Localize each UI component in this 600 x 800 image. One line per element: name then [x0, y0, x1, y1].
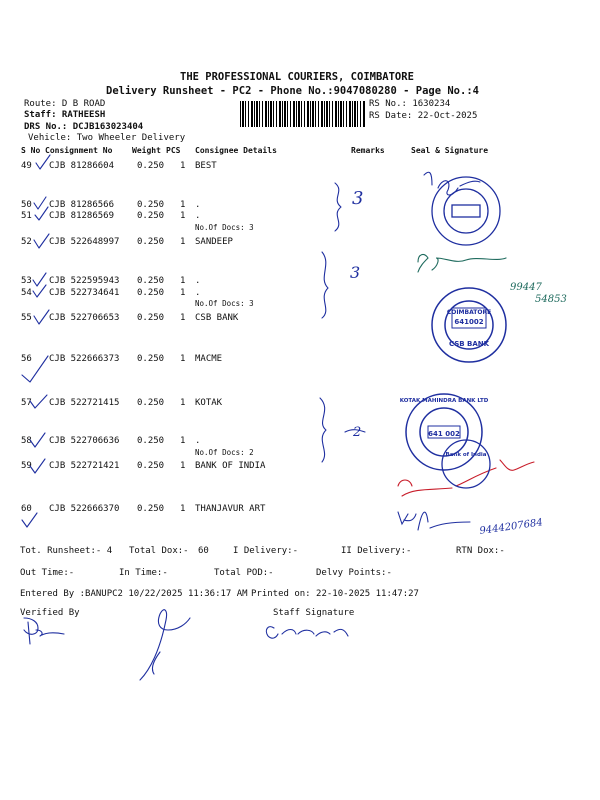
row-cno: CJB 522734641	[49, 288, 120, 298]
col-pcs: PCS	[166, 146, 181, 155]
kotak-stamp	[406, 394, 482, 470]
tick-mark	[22, 513, 37, 527]
row-consignee: SANDEEP	[195, 237, 233, 247]
row-cno: CJB 522706636	[49, 436, 120, 446]
company-title: THE PROFESSIONAL COURIERS, COIMBATORE	[180, 71, 414, 83]
total-pod: Total POD:-	[214, 568, 274, 578]
tick-mark	[30, 433, 45, 447]
staff: Staff: RATHEESH	[24, 110, 106, 120]
entered-by: Entered By :BANUPC2 10/22/2025 11:36:17 AM	[20, 589, 248, 599]
remark-3b: 3	[350, 263, 361, 282]
route: Route: D B ROAD	[24, 99, 106, 109]
row-consignee: .	[195, 436, 201, 446]
brace-mark	[335, 183, 341, 231]
row-pcs: 1	[180, 161, 186, 171]
row-consignee: KOTAK	[195, 398, 223, 408]
csb-pin: 641002	[454, 318, 484, 326]
col-consignee: Consignee Details	[195, 146, 277, 155]
row-pcs: 1	[180, 504, 186, 514]
row-weight: 0.250	[137, 211, 165, 221]
row-cno: CJB 81286604	[49, 161, 115, 171]
handwritten-number-3: 9444207684	[478, 517, 544, 537]
total-dox-label: Total Dox:-	[129, 546, 189, 556]
row-cno: CJB 522648997	[49, 237, 120, 247]
row-cno: CJB 522666370	[49, 504, 120, 514]
row-pcs: 1	[180, 461, 186, 471]
signature-stroke	[418, 255, 506, 272]
row-consignee: THANJAVUR ART	[195, 504, 266, 514]
row-cno: CJB 522721421	[49, 461, 120, 471]
verified-by: Verified By	[20, 608, 80, 618]
signature-stroke	[24, 618, 64, 644]
row-cno: CJB 522706653	[49, 313, 120, 323]
tick-mark	[30, 395, 47, 408]
drs-no: DRS No.: DCJB163023404	[24, 122, 144, 132]
row-pcs: 1	[180, 276, 186, 286]
brace-mark	[322, 252, 328, 318]
tick-mark	[36, 155, 50, 169]
out-time: Out Time:-	[20, 568, 75, 578]
row-cno: CJB 522595943	[49, 276, 120, 286]
printed-on: Printed on: 22-10-2025 11:47:27	[251, 589, 419, 599]
tick-mark	[34, 234, 49, 248]
row-pcs: 1	[180, 354, 186, 364]
csb-bank-stamp	[432, 288, 506, 362]
tick-mark	[30, 459, 45, 473]
row-weight: 0.250	[137, 276, 165, 286]
boi-name: Bank of India	[445, 452, 487, 458]
row-pcs: 1	[180, 200, 186, 210]
rs-no: RS No.: 1630234	[369, 99, 451, 109]
row-weight: 0.250	[137, 161, 165, 171]
signature-stroke	[140, 610, 190, 680]
tick-mark	[34, 310, 49, 324]
row-weight: 0.250	[137, 313, 165, 323]
row-sno: 60	[21, 504, 32, 514]
remark-3a: 3	[352, 188, 364, 209]
row-weight: 0.250	[137, 237, 165, 247]
tick-mark	[33, 273, 46, 297]
row-cno: CJB 81286566	[49, 200, 115, 210]
row-pcs: 1	[180, 313, 186, 323]
row-sno: 52	[21, 237, 32, 247]
row-consignee: .	[195, 211, 201, 221]
rs-date: RS Date: 22-Oct-2025	[369, 111, 478, 121]
row-consignee: BEST	[195, 161, 217, 171]
col-weight: Weight	[132, 146, 161, 155]
staff-signature-label: Staff Signature	[273, 608, 355, 618]
row-sno: 59	[21, 461, 32, 471]
col-seal: Seal & Signature	[411, 146, 489, 155]
row-weight: 0.250	[137, 288, 165, 298]
col-consignment: Consignment No	[45, 146, 113, 155]
row-consignee: MACME	[195, 354, 223, 364]
row-cno: CJB 522666373	[49, 354, 120, 364]
row-consignee: CSB BANK	[195, 313, 239, 323]
row-sno: 56	[21, 354, 32, 364]
row-cno: CJB 81286569	[49, 211, 115, 221]
row-pcs: 1	[180, 288, 186, 298]
csb-name: CSB BANK	[448, 340, 490, 348]
row-sno: 49	[21, 161, 32, 171]
row-docs: No.Of Docs: 3	[195, 223, 254, 232]
row-consignee: .	[195, 276, 201, 286]
tick-mark	[34, 197, 48, 220]
delvy-points: Delvy Points:-	[316, 568, 392, 578]
row-sno: 51	[21, 211, 32, 221]
row-pcs: 1	[180, 436, 186, 446]
row-docs: No.Of Docs: 3	[195, 299, 254, 308]
i-delivery: I Delivery:-	[233, 546, 299, 556]
signature-stroke	[398, 480, 452, 496]
kotak-name: KOTAK MAHINDRA BANK LTD	[399, 398, 489, 404]
csb-city: COIMBATORE	[446, 309, 492, 316]
signature-stroke	[424, 172, 480, 195]
row-weight: 0.250	[137, 504, 165, 514]
row-weight: 0.250	[137, 461, 165, 471]
signature-stroke	[456, 460, 534, 486]
row-consignee: .	[195, 200, 201, 210]
signature-stroke	[398, 512, 470, 530]
col-sno: S No	[21, 146, 41, 155]
signature-stroke	[266, 627, 348, 638]
row-sno: 58	[21, 436, 32, 446]
row-consignee: BANK OF INDIA	[195, 461, 266, 471]
runsheet-title: Delivery Runsheet - PC2 - Phone No.:9047080280 - Page No.:4	[106, 85, 479, 97]
boi-stamp	[442, 440, 490, 488]
row-docs: No.Of Docs: 2	[195, 448, 254, 457]
row-sno: 53	[21, 276, 32, 286]
col-remarks: Remarks	[351, 146, 385, 155]
row-cno: CJB 522721415	[49, 398, 120, 408]
row-pcs: 1	[180, 211, 186, 221]
rtn-dox: RTN Dox:-	[456, 546, 505, 556]
row-weight: 0.250	[137, 436, 165, 446]
in-time: In Time:-	[119, 568, 168, 578]
total-dox-value: 60	[198, 546, 209, 556]
row-pcs: 1	[180, 237, 186, 247]
tot-runsheet: Tot. Runsheet:- 4	[20, 546, 113, 556]
logistics-stamp	[432, 177, 500, 245]
barcode	[240, 101, 365, 127]
brace-mark	[320, 398, 326, 462]
remark-2: 2	[353, 425, 362, 440]
row-weight: 0.250	[137, 354, 165, 364]
row-consignee: .	[195, 288, 201, 298]
row-sno: 57	[21, 398, 32, 408]
row-sno: 55	[21, 313, 32, 323]
vehicle: Vehicle: Two Wheeler Delivery	[28, 133, 186, 143]
kotak-pin: 641 002	[428, 430, 460, 438]
row-pcs: 1	[180, 398, 186, 408]
row-sno: 50	[21, 200, 32, 210]
dash-mark	[345, 430, 365, 432]
row-sno: 54	[21, 288, 32, 298]
row-weight: 0.250	[137, 200, 165, 210]
handwritten-number-1: 99447	[510, 282, 542, 293]
row-weight: 0.250	[137, 398, 165, 408]
ii-delivery: II Delivery:-	[341, 546, 412, 556]
handwritten-number-2: 54853	[535, 294, 567, 305]
